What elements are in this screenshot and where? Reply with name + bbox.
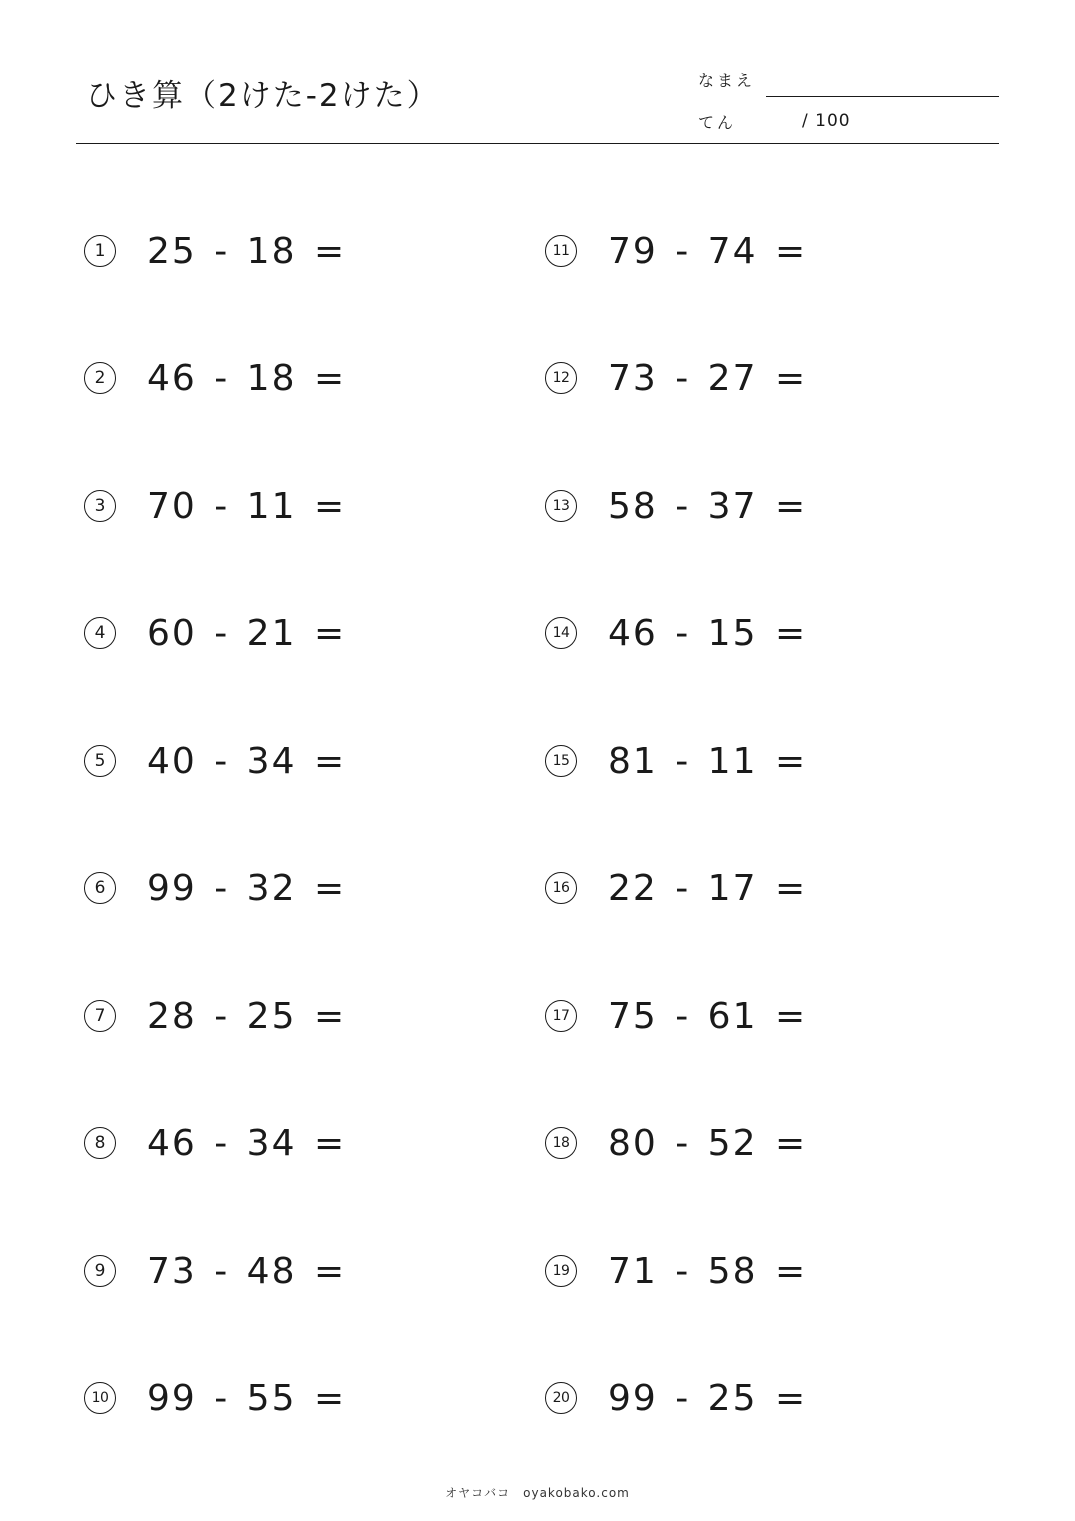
problem-number: 12 [545, 362, 577, 394]
problem-expression: 79 - 74 = [608, 230, 808, 272]
header-divider [76, 143, 999, 144]
problem-number: 19 [545, 1255, 577, 1287]
problem-expression: 99 - 25 = [608, 1377, 808, 1419]
problem-item [545, 484, 807, 528]
problem-expression: 58 - 37 = [608, 485, 808, 527]
problem-expression: 40 - 34 = [147, 740, 347, 782]
problem-item [545, 229, 807, 273]
problem-number: 8 [84, 1127, 116, 1159]
problem-expression: 60 - 21 = [147, 612, 347, 654]
problem-expression: 81 - 11 = [608, 740, 808, 782]
problem-expression: 25 - 18 = [147, 230, 347, 272]
problem-number: 16 [545, 872, 577, 904]
problem-expression: 71 - 58 = [608, 1250, 808, 1292]
problem-item [84, 484, 346, 528]
problem-expression: 73 - 27 = [608, 357, 808, 399]
problem-item [545, 1249, 807, 1293]
problem-item [545, 866, 807, 910]
problem-expression: 80 - 52 = [608, 1122, 808, 1164]
problem-number: 6 [84, 872, 116, 904]
problem-item [84, 739, 346, 783]
problem-number: 13 [545, 490, 577, 522]
problem-item [84, 1376, 346, 1420]
problem-number: 1 [84, 235, 116, 267]
problem-number: 9 [84, 1255, 116, 1287]
problem-item [545, 611, 807, 655]
problem-item [545, 994, 807, 1038]
problem-expression: 99 - 32 = [147, 867, 347, 909]
name-write-line[interactable] [766, 96, 999, 97]
problem-item [84, 1249, 346, 1293]
score-total: / 100 [802, 111, 851, 131]
problem-expression: 46 - 34 = [147, 1122, 347, 1164]
problem-item [84, 866, 346, 910]
problem-expression: 46 - 15 = [608, 612, 808, 654]
problem-item [84, 994, 346, 1038]
footer-credit: オヤコバコ oyakobako.com [445, 1486, 630, 1500]
problem-number: 18 [545, 1127, 577, 1159]
problem-number: 15 [545, 745, 577, 777]
problem-number: 10 [84, 1382, 116, 1414]
problem-item [84, 229, 346, 273]
problem-item [84, 356, 346, 400]
problem-number: 4 [84, 617, 116, 649]
problem-expression: 46 - 18 = [147, 357, 347, 399]
worksheet-title: ひき算（2けた-2けた） [86, 78, 440, 114]
problem-number: 20 [545, 1382, 577, 1414]
problem-number: 11 [545, 235, 577, 267]
problem-expression: 28 - 25 = [147, 995, 347, 1037]
problem-number: 5 [84, 745, 116, 777]
problem-expression: 70 - 11 = [147, 485, 347, 527]
problem-number: 17 [545, 1000, 577, 1032]
problem-expression: 73 - 48 = [147, 1250, 347, 1292]
score-label: てん [698, 113, 737, 132]
problem-number: 7 [84, 1000, 116, 1032]
problem-expression: 75 - 61 = [608, 995, 808, 1037]
problem-item [84, 611, 346, 655]
problem-item [545, 1121, 807, 1165]
problem-number: 3 [84, 490, 116, 522]
problem-number: 14 [545, 617, 577, 649]
problem-number: 2 [84, 362, 116, 394]
name-label: なまえ [698, 71, 756, 90]
problem-item [545, 739, 807, 783]
problem-item [545, 1376, 807, 1420]
problem-item [545, 356, 807, 400]
problem-expression: 99 - 55 = [147, 1377, 347, 1419]
problem-expression: 22 - 17 = [608, 867, 808, 909]
problem-item [84, 1121, 346, 1165]
